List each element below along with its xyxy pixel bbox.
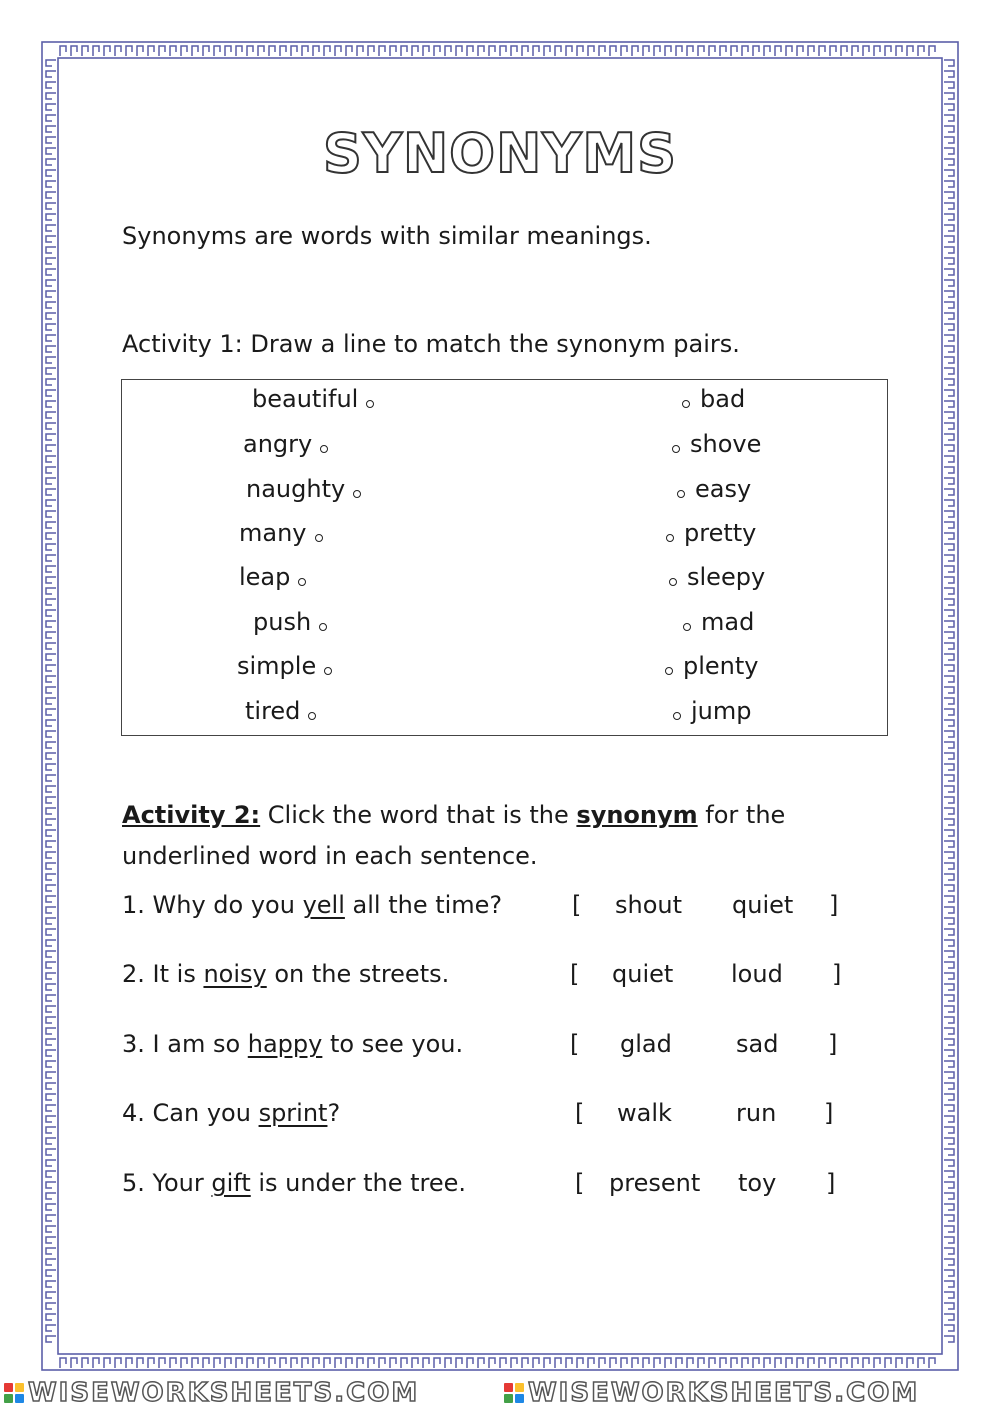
matching-box: [121, 379, 888, 736]
match-left-word: naughty: [246, 475, 346, 503]
answer-option[interactable]: loud: [731, 960, 783, 988]
connector-dot[interactable]: [315, 534, 323, 542]
match-left-word: leap: [239, 563, 291, 591]
answer-option[interactable]: present: [609, 1169, 701, 1197]
question-sentence: [122, 1030, 463, 1058]
activity2-text: for the underlined word in each sentence.: [122, 801, 786, 870]
activity2-instruction: [122, 795, 882, 877]
match-right-word: shove: [690, 430, 762, 458]
sentence-part: ?: [327, 1099, 341, 1127]
page-title: SYNONYMS: [322, 122, 678, 185]
match-right-item[interactable]: [682, 385, 745, 413]
match-left-word: simple: [237, 652, 317, 680]
sentence-part: 4. Can you: [122, 1099, 259, 1127]
underlined-word: gift: [211, 1169, 251, 1197]
match-right-item[interactable]: [677, 475, 751, 503]
connector-dot[interactable]: [666, 534, 674, 542]
connector-dot[interactable]: [682, 400, 690, 408]
match-right-item[interactable]: [673, 697, 752, 725]
connector-dot[interactable]: [366, 400, 374, 408]
connector-dot[interactable]: [298, 578, 306, 586]
match-left-item[interactable]: [252, 385, 374, 413]
logo-blocks-icon: [504, 1383, 524, 1403]
answer-option[interactable]: toy: [738, 1169, 777, 1197]
sentence-part: 1. Why do you: [122, 891, 303, 919]
answer-option[interactable]: quiet: [732, 891, 794, 919]
bracket-close: ]: [829, 891, 839, 919]
connector-dot[interactable]: [669, 578, 677, 586]
match-left-word: push: [253, 608, 312, 636]
underlined-word: noisy: [203, 960, 267, 988]
bracket-open: [: [572, 891, 582, 919]
underlined-word: sprint: [258, 1099, 328, 1127]
footer-text: WISEWORKSHEETS.COM: [528, 1378, 920, 1408]
sentence-part: 5. Your: [122, 1169, 212, 1197]
match-left-item[interactable]: [245, 697, 316, 725]
answer-option[interactable]: shout: [615, 891, 683, 919]
bracket-open: [: [575, 1099, 585, 1127]
footer-logo: [4, 1376, 419, 1410]
bracket-close: ]: [828, 1030, 838, 1058]
answer-option[interactable]: glad: [620, 1030, 672, 1058]
connector-dot[interactable]: [665, 667, 673, 675]
activity1-instruction: Activity 1: Draw a line to match the synonym pairs.: [122, 330, 740, 358]
bracket-close: ]: [832, 960, 842, 988]
bracket-open: [: [570, 960, 580, 988]
activity2-keyword: synonym: [576, 801, 698, 829]
sentence-part: to see you.: [322, 1030, 464, 1058]
connector-dot[interactable]: [683, 623, 691, 631]
match-left-item[interactable]: [239, 519, 323, 547]
underlined-word: yell: [302, 891, 345, 919]
match-right-item[interactable]: [683, 608, 754, 636]
match-right-word: jump: [691, 697, 752, 725]
connector-dot[interactable]: [672, 445, 680, 453]
match-right-word: pretty: [684, 519, 757, 547]
bracket-close: ]: [826, 1169, 836, 1197]
underlined-word: happy: [247, 1030, 323, 1058]
question-sentence: [122, 1099, 340, 1127]
question-sentence: [122, 960, 449, 988]
connector-dot[interactable]: [319, 623, 327, 631]
sentence-part: 2. It is: [122, 960, 204, 988]
match-left-item[interactable]: [239, 563, 306, 591]
bracket-open: [: [575, 1169, 585, 1197]
match-left-item[interactable]: [243, 430, 328, 458]
sentence-part: on the streets.: [266, 960, 450, 988]
intro-text: Synonyms are words with similar meanings.: [122, 222, 652, 250]
match-right-item[interactable]: [669, 563, 765, 591]
sentence-part: 3. I am so: [122, 1030, 248, 1058]
footer-watermark: [0, 1376, 1000, 1410]
bracket-close: ]: [824, 1099, 834, 1127]
question-sentence: [122, 1169, 466, 1197]
connector-dot[interactable]: [324, 667, 332, 675]
footer-text: WISEWORKSHEETS.COM: [28, 1378, 420, 1408]
match-left-item[interactable]: [246, 475, 361, 503]
match-left-item[interactable]: [253, 608, 327, 636]
match-left-word: angry: [243, 430, 313, 458]
activity2-label: Activity 2:: [122, 801, 261, 829]
answer-option[interactable]: sad: [736, 1030, 779, 1058]
connector-dot[interactable]: [353, 490, 361, 498]
match-right-word: sleepy: [687, 563, 766, 591]
bracket-open: [: [570, 1030, 580, 1058]
answer-option[interactable]: quiet: [612, 960, 674, 988]
match-right-item[interactable]: [666, 519, 756, 547]
answer-option[interactable]: walk: [617, 1099, 672, 1127]
match-left-item[interactable]: [237, 652, 332, 680]
sentence-part: is under the tree.: [250, 1169, 467, 1197]
activity2-text: Click the word that is the: [260, 801, 577, 829]
match-right-word: mad: [701, 608, 755, 636]
match-left-word: tired: [245, 697, 301, 725]
match-right-item[interactable]: [672, 430, 761, 458]
connector-dot[interactable]: [320, 445, 328, 453]
match-right-word: easy: [695, 475, 752, 503]
match-right-word: bad: [700, 385, 746, 413]
connector-dot[interactable]: [673, 712, 681, 720]
question-sentence: [122, 891, 502, 919]
footer-logo: [504, 1376, 919, 1410]
logo-blocks-icon: [4, 1383, 24, 1403]
connector-dot[interactable]: [677, 490, 685, 498]
match-left-word: many: [239, 519, 307, 547]
match-right-item[interactable]: [665, 652, 759, 680]
sentence-part: all the time?: [344, 891, 503, 919]
answer-option[interactable]: run: [736, 1099, 777, 1127]
match-left-word: beautiful: [252, 385, 359, 413]
connector-dot[interactable]: [308, 712, 316, 720]
match-right-word: plenty: [683, 652, 759, 680]
